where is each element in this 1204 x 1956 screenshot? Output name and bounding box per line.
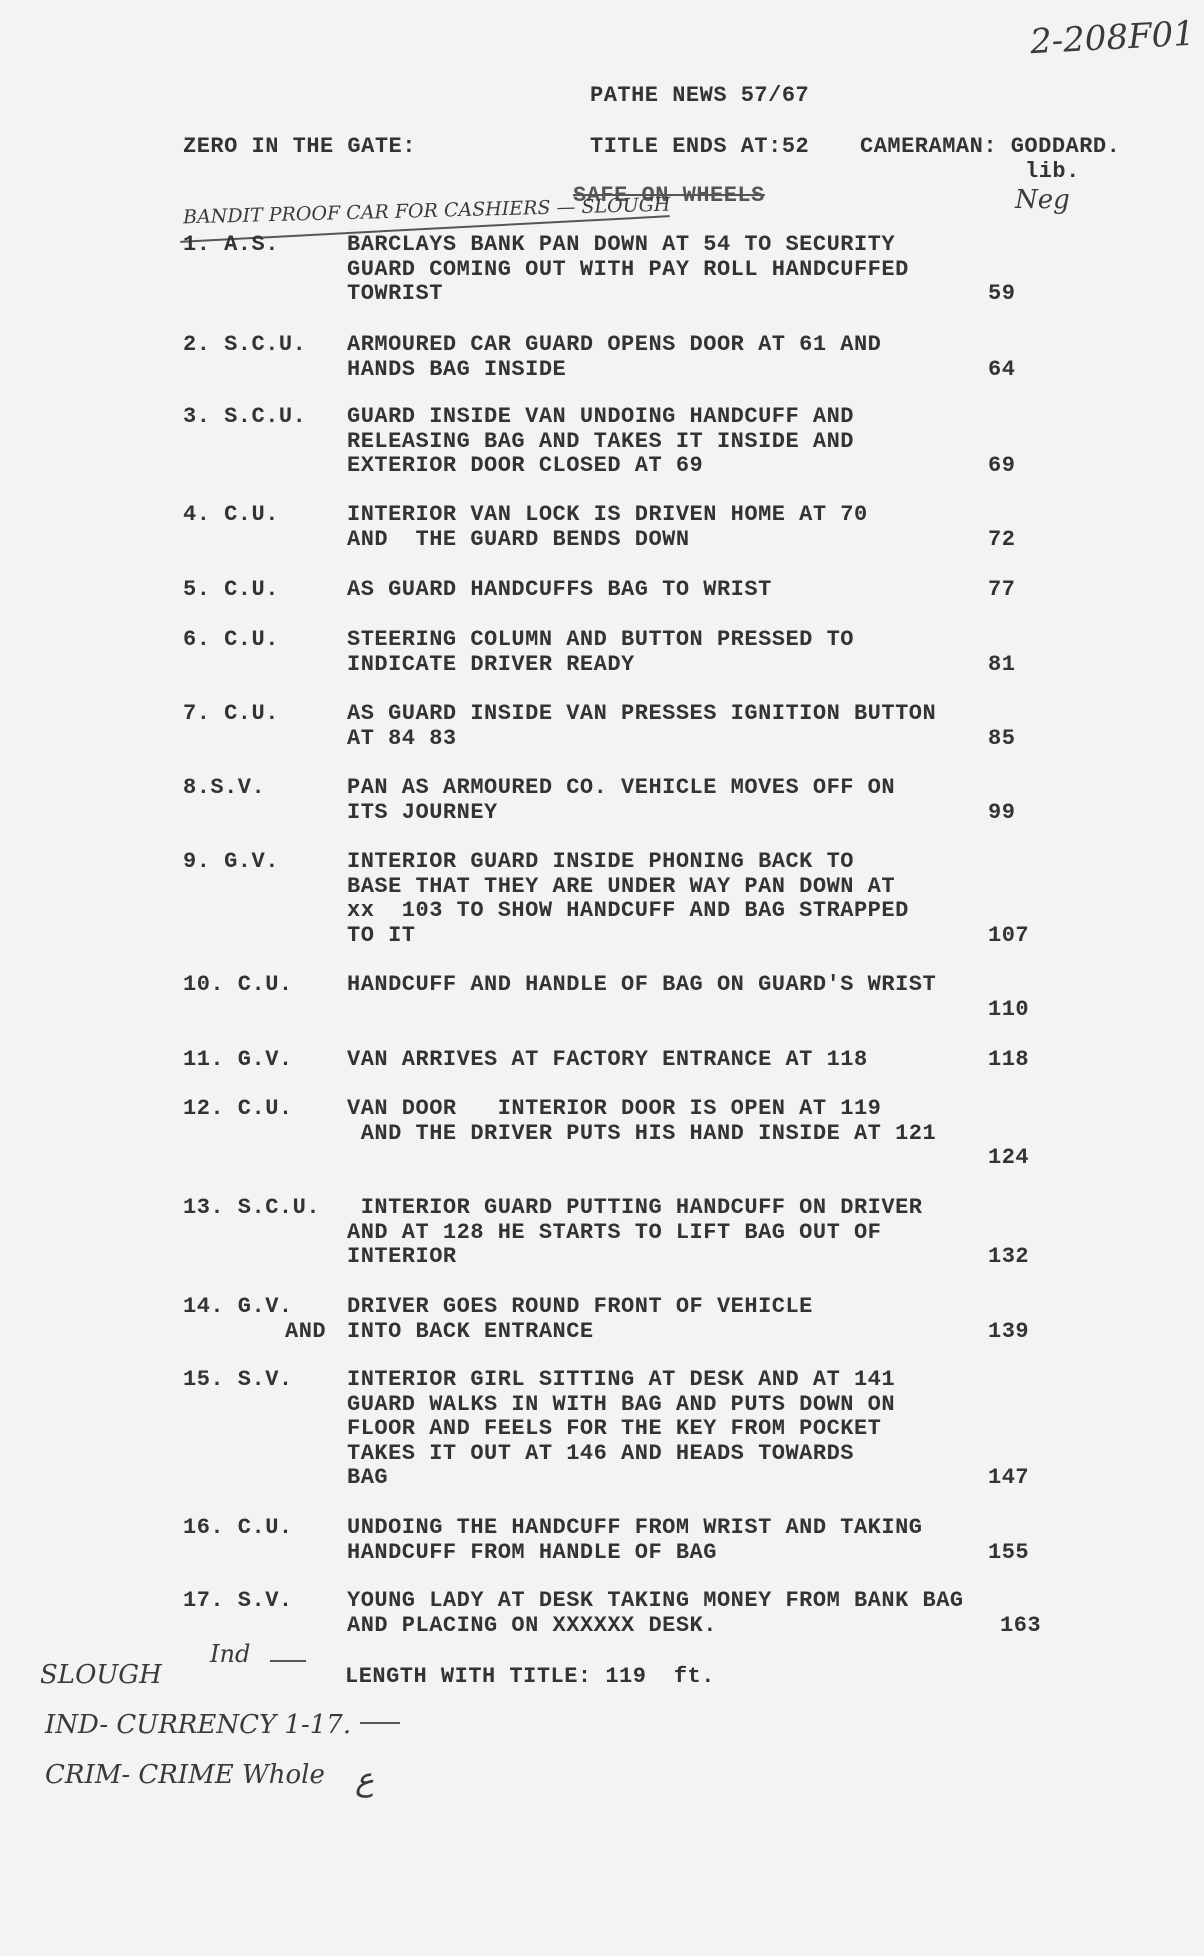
shot-footage: 99 <box>988 799 1016 825</box>
shot-footage: 139 <box>988 1318 1030 1344</box>
shot-description-line: xx 103 TO SHOW HANDCUFF AND BAG STRAPPED <box>347 898 909 923</box>
shot-number: 5. C.U. <box>183 577 279 602</box>
shot-description-line: VAN DOOR INTERIOR DOOR IS OPEN AT 119 <box>347 1096 882 1121</box>
shot-footage: 72 <box>988 526 1016 552</box>
shot-footage: 124 <box>988 1145 1030 1170</box>
shot-description-line: HANDS BAG INSIDE <box>347 356 567 382</box>
shot-description-line: GUARD INSIDE VAN UNDOING HANDCUFF AND <box>347 404 854 429</box>
doc-reference: 2-208F01 <box>1029 13 1196 63</box>
shot-number: 2. S.C.U. <box>183 332 307 357</box>
shot-number: 8.S.V. <box>183 775 266 800</box>
shot-footage: 77 <box>988 577 1016 602</box>
shot-description-line: RELEASING BAG AND TAKES IT INSIDE AND <box>347 428 854 454</box>
shot-footage: 147 <box>988 1465 1030 1490</box>
shot-description-line: INTERIOR GIRL SITTING AT DESK AND AT 141 <box>347 1367 896 1392</box>
shot-description-line: INTERIOR VAN LOCK IS DRIVEN HOME AT 70 <box>347 502 868 527</box>
title-ends: TITLE ENDS AT:52 <box>590 134 810 159</box>
shot-number: 3. S.C.U. <box>183 404 307 429</box>
shot-description-line: BAG <box>347 1465 389 1490</box>
shot-description-line: TOWRIST <box>347 281 443 306</box>
shot-description-line: FLOOR AND FEELS FOR THE KEY FROM POCKET <box>347 1416 882 1441</box>
shot-number: 12. C.U. <box>183 1096 293 1121</box>
shot-description-line: PAN AS ARMOURED CO. VEHICLE MOVES OFF ON <box>347 775 896 800</box>
library-mark: lib. <box>1025 159 1080 184</box>
margin-note-ind: Ind <box>210 1640 251 1668</box>
shot-number: 7. C.U. <box>183 701 279 726</box>
shot-description-line: HANDCUFF FROM HANDLE OF BAG <box>347 1539 717 1565</box>
shot-description-line: BASE THAT THEY ARE UNDER WAY PAN DOWN AT <box>347 873 896 899</box>
shot-description-line: TAKES IT OUT AT 146 AND HEADS TOWARDS <box>347 1440 854 1466</box>
shot-description-line: AND THE GUARD BENDS DOWN <box>347 526 690 552</box>
shot-footage: 81 <box>988 651 1016 677</box>
shot-description-line: AS GUARD INSIDE VAN PRESSES IGNITION BUTTON <box>347 701 937 726</box>
shot-number: 16. C.U. <box>183 1515 293 1540</box>
shot-number: 13. S.C.U. <box>183 1195 321 1220</box>
margin-note-currency: IND- CURRENCY 1-17. <box>45 1710 352 1740</box>
shot-footage: 69 <box>988 453 1016 478</box>
shot-number: 15. S.V. <box>183 1367 293 1392</box>
shot-description-line: DRIVER GOES ROUND FRONT OF VEHICLE <box>347 1294 813 1319</box>
margin-dash-2 <box>360 1722 400 1724</box>
shot-description-line: HANDCUFF AND HANDLE OF BAG ON GUARD'S WRIST <box>347 972 937 997</box>
shot-number: 10. C.U. <box>183 972 293 997</box>
shot-description-line: ARMOURED CAR GUARD OPENS DOOR AT 61 AND <box>347 332 882 357</box>
shot-number: 9. G.V. <box>183 849 279 874</box>
neg-note: Neg <box>1015 185 1070 215</box>
shot-footage: 118 <box>988 1047 1030 1072</box>
shot-description-line: GUARD COMING OUT WITH PAY ROLL HANDCUFFED <box>347 256 909 282</box>
shot-description-line: AND THE DRIVER PUTS HIS HAND INSIDE AT 121 <box>347 1120 937 1146</box>
shot-description-line: YOUNG LADY AT DESK TAKING MONEY FROM BANK BAG <box>347 1588 964 1613</box>
shot-description-line: UNDOING THE HANDCUFF FROM WRIST AND TAKING <box>347 1515 923 1540</box>
newsreel-title: PATHE NEWS 57/67 <box>590 83 810 108</box>
shot-number: 6. C.U. <box>183 627 279 652</box>
cameraman: CAMERAMAN: GODDARD. <box>860 134 1121 159</box>
shot-description-line: GUARD WALKS IN WITH BAG AND PUTS DOWN ON <box>347 1391 896 1417</box>
shot-description-line: AND PLACING ON XXXXXX DESK. <box>347 1612 717 1638</box>
shot-number: 14. G.V. <box>183 1294 293 1319</box>
shot-number: 17. S.V. <box>183 1588 293 1613</box>
zero-in-gate: ZERO IN THE GATE: <box>183 134 416 159</box>
shot-footage: 64 <box>988 356 1016 382</box>
shot-description-line: INTERIOR GUARD INSIDE PHONING BACK TO <box>347 849 854 874</box>
shot-description-line: INTERIOR GUARD PUTTING HANDCUFF ON DRIVER <box>347 1195 923 1220</box>
shot-footage: 85 <box>988 725 1016 751</box>
shot-number-suffix: AND <box>285 1318 327 1344</box>
shot-description-line: TO IT <box>347 922 416 948</box>
shot-description-line: ITS JOURNEY <box>347 799 498 825</box>
shot-footage: 155 <box>988 1539 1030 1565</box>
struck-story-title: SAFE ON WHEELS <box>573 183 765 208</box>
shot-description-line: INTO BACK ENTRANCE <box>347 1318 594 1344</box>
shot-number: 11. G.V. <box>183 1047 293 1072</box>
shot-description-line: INTERIOR <box>347 1244 457 1269</box>
shot-footage: 59 <box>988 281 1016 306</box>
shot-footage: 132 <box>988 1244 1030 1269</box>
shot-number: 4. C.U. <box>183 502 279 527</box>
shot-description-line: EXTERIOR DOOR CLOSED AT 69 <box>347 453 704 478</box>
shot-description-line: AT 84 83 <box>347 725 457 751</box>
shot-description-line: AS GUARD HANDCUFFS BAG TO WRIST <box>347 577 772 602</box>
shot-description-line: BARCLAYS BANK PAN DOWN AT 54 TO SECURITY <box>347 232 896 257</box>
margin-dash-1 <box>270 1660 306 1662</box>
handwritten-story-title: BANDIT PROOF CAR FOR CASHIERS — SLOUGH <box>182 193 671 229</box>
shot-footage: 110 <box>988 996 1030 1022</box>
shot-number: 1. A.S. <box>183 232 279 257</box>
length-with-title: LENGTH WITH TITLE: 119 ft. <box>345 1664 715 1689</box>
margin-scribble: ع <box>355 1760 375 1798</box>
margin-note-location: SLOUGH <box>40 1660 162 1690</box>
margin-note-crime: CRIM- CRIME Whole <box>45 1760 325 1790</box>
shot-footage: 107 <box>988 922 1030 948</box>
shot-footage: 163 <box>1000 1612 1042 1638</box>
shot-description-line: STEERING COLUMN AND BUTTON PRESSED TO <box>347 627 854 652</box>
shot-description-line: VAN ARRIVES AT FACTORY ENTRANCE AT 118 <box>347 1047 868 1072</box>
shot-description-line: AND AT 128 HE STARTS TO LIFT BAG OUT OF <box>347 1219 882 1245</box>
shot-description-line: INDICATE DRIVER READY <box>347 651 635 677</box>
